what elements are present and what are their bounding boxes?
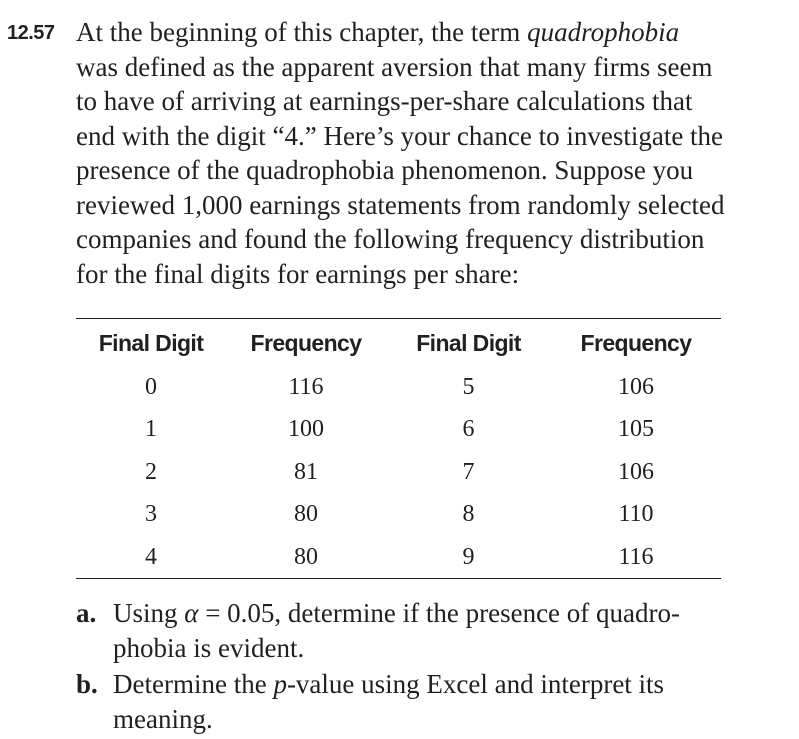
part-label: b. xyxy=(76,669,98,699)
statement-line: was defined as the apparent aversion that many firms seem xyxy=(76,51,713,82)
table-row xyxy=(76,366,721,409)
table-cell: 4 xyxy=(145,543,157,570)
part-line: Using α = 0.05, determine if the presence of quadro- xyxy=(113,598,680,628)
column-header: Final Digit xyxy=(416,329,521,356)
table-cell: 105 xyxy=(618,416,654,443)
table-cell: 5 xyxy=(462,373,475,400)
column-header: Frequency xyxy=(580,329,692,356)
table-cell: 110 xyxy=(618,501,654,528)
table-row xyxy=(76,409,721,452)
column-header: Final Digit xyxy=(98,329,204,356)
italic-term: quadrophobia xyxy=(527,17,680,47)
table-top-rule xyxy=(76,318,721,319)
alpha-symbol: α xyxy=(184,598,199,628)
problem-statement xyxy=(76,15,786,291)
part-line: phobia is evident. xyxy=(113,632,305,663)
table-cell: 7 xyxy=(462,458,475,485)
table-cell: 2 xyxy=(145,458,157,485)
statement-line: for the final digits for earnings per share: xyxy=(76,258,520,289)
statement-line: At the beginning of this chapter, the term quadrophobia xyxy=(76,17,680,47)
table-cell: 8 xyxy=(462,501,475,528)
table-cell: 80 xyxy=(294,501,318,528)
problem-number: 12.57 xyxy=(7,22,55,44)
table-cell: 106 xyxy=(618,458,654,485)
table-row xyxy=(76,494,721,537)
table-cell: 106 xyxy=(618,373,654,400)
part-line: meaning. xyxy=(113,703,213,734)
part-b xyxy=(76,667,786,736)
table-cell: 3 xyxy=(145,501,157,528)
frequency-table xyxy=(76,320,721,579)
table-cell: 0 xyxy=(145,373,157,400)
table-row xyxy=(76,536,721,579)
table-header-row xyxy=(76,320,721,366)
table-cell: 1 xyxy=(145,416,157,443)
table-row xyxy=(76,451,721,494)
part-a xyxy=(76,596,786,665)
statement-line: presence of the quadrophobia phenomenon. Suppose you xyxy=(76,155,694,185)
statement-line: to have of arriving at earnings-per-share calculations that xyxy=(76,86,693,116)
question-parts xyxy=(76,596,786,738)
p-symbol: p xyxy=(273,669,287,699)
table-cell: 6 xyxy=(462,416,475,443)
table-cell: 116 xyxy=(288,373,324,400)
part-label: a. xyxy=(76,598,97,628)
table-cell: 80 xyxy=(294,543,318,570)
part-line: Determine the p-value using Excel and interpret its xyxy=(113,669,665,699)
table-cell: 116 xyxy=(618,543,654,570)
table-cell: 100 xyxy=(288,416,324,443)
table-cell: 9 xyxy=(462,543,475,570)
statement-line: reviewed 1,000 earnings statements from randomly selected xyxy=(76,189,725,220)
statement-line: companies and found the following frequency distribution xyxy=(76,224,705,254)
column-header: Frequency xyxy=(250,329,362,356)
table-bottom-rule xyxy=(76,578,721,579)
table-cell: 81 xyxy=(294,458,318,485)
statement-line: end with the digit “4.” Here’s your chance to investigate the xyxy=(76,120,724,151)
